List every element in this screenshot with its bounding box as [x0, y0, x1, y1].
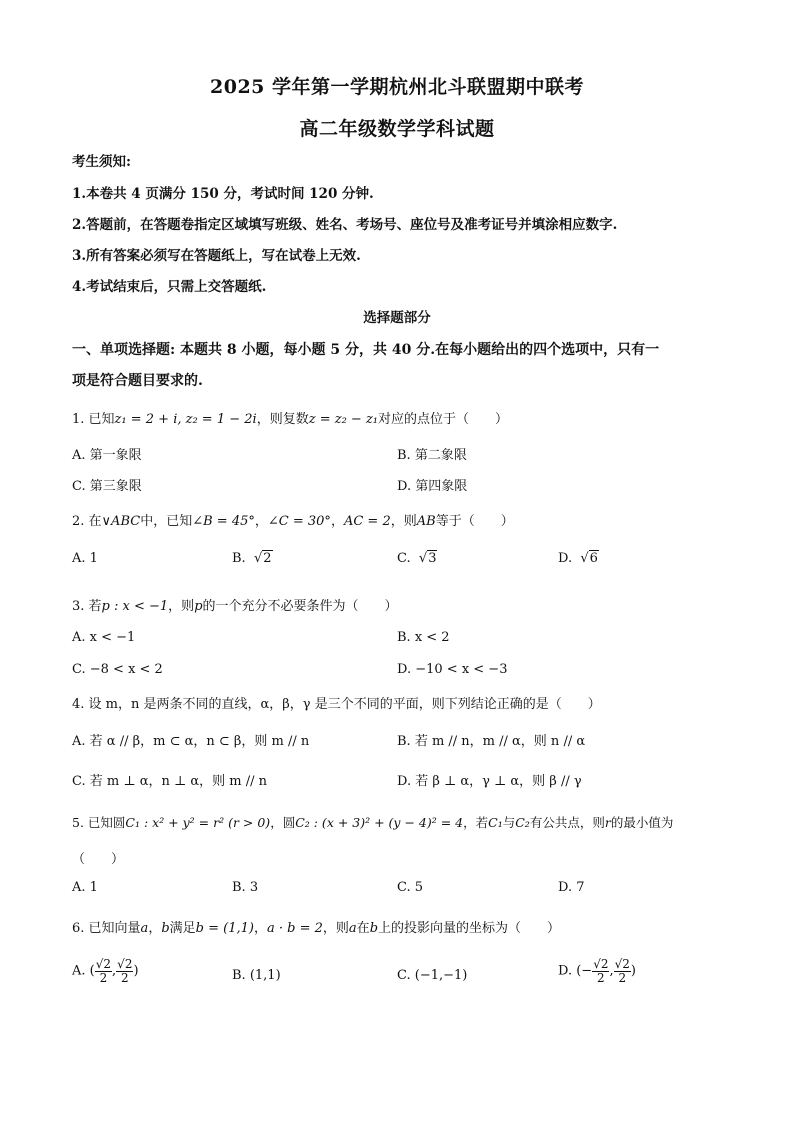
q3-text-c: 的一个充分不必要条件为（ ）	[202, 599, 398, 614]
q6-option-d-label: D.	[558, 963, 573, 979]
question-3	[72, 595, 398, 614]
q5-text-d: 与	[502, 815, 516, 830]
frac-den: 2	[120, 970, 129, 985]
q5-c2: C₂	[515, 815, 530, 830]
q2-text-b: 中，已知	[140, 514, 193, 529]
frac-den: 2	[618, 970, 627, 985]
q6-option-c: C. (−1,−1)	[397, 968, 468, 983]
q5-c1: C₁	[488, 815, 503, 830]
q2-text-f: 等于（ ）	[435, 514, 514, 529]
q6-text-a: 6. 已知向量	[72, 921, 141, 936]
frac-num: √2	[614, 957, 630, 971]
q5-circle-c1: C₁ : x² + y² = r² (r > 0)	[125, 815, 271, 830]
q5-circle-c2: C₂ : (x + 3)² + (y − 4)² = 4	[295, 815, 464, 830]
q6-vector-a2: a	[348, 921, 357, 936]
q2-side-ac: AC = 2	[343, 514, 391, 529]
notice-heading: 考生须知:	[72, 154, 131, 170]
q6-option-a-label: A.	[72, 963, 86, 979]
q4-option-c: C. 若 m ⊥ α，n ⊥ α，则 m // n	[72, 774, 267, 789]
q5-option-a: A. 1	[72, 880, 98, 895]
frac-num: √2	[593, 957, 609, 971]
q2-option-c-value: 3	[428, 551, 437, 566]
q5-text-a: 5. 已知圆	[72, 815, 126, 830]
q6-vector-b: b	[161, 921, 170, 936]
q1-mid: ，则复数	[256, 412, 309, 427]
notice-item-4: 4.考试结束后，只需上交答题纸.	[72, 279, 267, 295]
exam-subtitle: 高二年级数学学科试题	[299, 118, 495, 140]
q6-vector-a: a	[140, 921, 149, 936]
question-4: 4. 设 m，n 是两条不同的直线，α，β，γ 是三个不同的平面，则下列结论正确的是（ ）	[72, 697, 601, 712]
q2-side-ab: AB	[416, 514, 436, 529]
q2-option-c	[397, 551, 437, 566]
notice-item-2: 2.答题前，在答题卷指定区域填写班级、姓名、考场号、座位号及准考证号并填涂相应数字.	[72, 217, 618, 233]
q2-triangle: ∨ABC	[101, 514, 141, 529]
q6-option-d: D. (− $\frac{√2}{2}$ , $\frac{√2}{2}$ )	[558, 957, 636, 985]
frac-den: 2	[99, 970, 108, 985]
q5-option-d: D. 7	[558, 880, 585, 895]
q5-text-b: ，圆	[270, 815, 296, 830]
q5-text-c: ，若	[463, 815, 489, 830]
q2-option-d-value: 6	[589, 551, 598, 566]
q5-option-c: C. 5	[397, 880, 424, 895]
q1-option-d: D. 第四象限	[397, 479, 468, 494]
q2-text-c: ，	[254, 514, 268, 529]
question-2	[72, 510, 514, 529]
q5-r: r	[604, 815, 611, 830]
frac-num: √2	[117, 957, 133, 971]
question-1	[72, 408, 508, 427]
sqrt-icon: √2	[253, 551, 272, 566]
question-6	[72, 917, 560, 936]
q2-angle-c: ∠C = 30°	[267, 514, 331, 529]
q6-dot-product: a · b = 2	[266, 921, 323, 936]
notice-item-3: 3.所有答案必须写在答题纸上，写在试卷上无效.	[72, 248, 361, 264]
q3-option-c: C. −8 < x < 2	[72, 662, 163, 677]
sqrt-icon: √6	[580, 551, 598, 566]
frac-den: 2	[597, 970, 605, 985]
sqrt-icon: √3	[418, 551, 437, 566]
q6-text-b: ，	[148, 921, 162, 936]
q1-suffix: 对应的点位于（ ）	[378, 412, 509, 427]
q2-option-d	[558, 551, 599, 566]
section-intro-line2: 项是符合题目要求的.	[72, 373, 203, 389]
q1-prefix: 1. 已知	[72, 412, 115, 427]
section-intro-line1: 一、单项选择题: 本题共 8 小题，每小题 5 分，共 40 分.在每小题给出的四个选项中，只有一	[72, 342, 660, 358]
exam-title: 2025 学年第一学期杭州北斗联盟期中联考	[210, 76, 584, 98]
q3-option-d: D. −10 < x < −3	[397, 662, 508, 677]
q3-math-p: p : x < −1	[101, 599, 169, 614]
q4-option-a: A. 若 α // β，m ⊂ α，n ⊂ β，则 m // n	[72, 734, 310, 749]
q6-vector-b2: b	[369, 921, 379, 936]
fraction	[95, 958, 112, 984]
q6-b-value: b = (1,1)	[195, 921, 254, 936]
question-5	[72, 813, 673, 831]
q6-text-c: 满足	[169, 921, 196, 936]
notice-item-1: 1.本卷共 4 页满分 150 分，考试时间 120 分钟.	[72, 186, 374, 202]
q6-text-g: 上的投影向量的坐标为（ ）	[378, 921, 561, 936]
q4-option-b: B. 若 m // n，m // α，则 n // α	[397, 734, 586, 749]
q5-text-e: 有公共点，则	[529, 815, 605, 830]
q3-option-b: B. x < 2	[397, 630, 450, 645]
q6-text-d: ，	[253, 921, 267, 936]
q2-angle-b: ∠B = 45°	[192, 514, 255, 529]
q2-option-b-value: 2	[263, 551, 272, 566]
q3-math-p2: p	[194, 599, 203, 614]
q2-option-b	[232, 551, 273, 566]
q2-text-a: 2. 在	[72, 514, 102, 529]
q6-option-b: B. (1,1)	[232, 968, 281, 983]
q2-text-e: ，则	[390, 514, 417, 529]
q1-option-a: A. 第一象限	[72, 448, 142, 463]
q5-text-f: 的最小值为	[610, 815, 674, 830]
frac-num: √2	[95, 957, 112, 971]
q3-option-a: A. x < −1	[72, 630, 136, 645]
q2-option-d-label: D.	[558, 551, 573, 566]
q2-option-c-label: C.	[397, 551, 411, 566]
q6-text-e: ，则	[322, 921, 349, 936]
q2-option-b-label: B.	[232, 551, 246, 566]
q1-option-b: B. 第二象限	[397, 448, 467, 463]
q1-math-z1z2: z₁ = 2 + i, z₂ = 1 − 2i	[114, 412, 257, 427]
q6-text-f: 在	[356, 921, 370, 936]
q4-option-d: D. 若 β ⊥ α，γ ⊥ α，则 β // γ	[397, 774, 582, 789]
section-title: 选择题部分	[363, 310, 431, 326]
q3-text-b: ，则	[168, 599, 195, 614]
q1-math-z: z = z₂ − z₁	[308, 412, 379, 427]
fraction	[614, 958, 631, 984]
q1-option-c: C. 第三象限	[72, 479, 142, 494]
q2-option-a: A. 1	[72, 551, 98, 566]
q5-line2: （ ）	[72, 852, 125, 867]
q6-option-a: A. ( $\frac{√2}{2}$ , $\frac{√2}{2}$ )	[72, 957, 139, 985]
q3-text-a: 3. 若	[72, 599, 102, 614]
fraction	[592, 958, 609, 984]
q2-text-d: ，	[330, 514, 344, 529]
fraction	[116, 958, 133, 984]
q5-option-b: B. 3	[232, 880, 259, 895]
